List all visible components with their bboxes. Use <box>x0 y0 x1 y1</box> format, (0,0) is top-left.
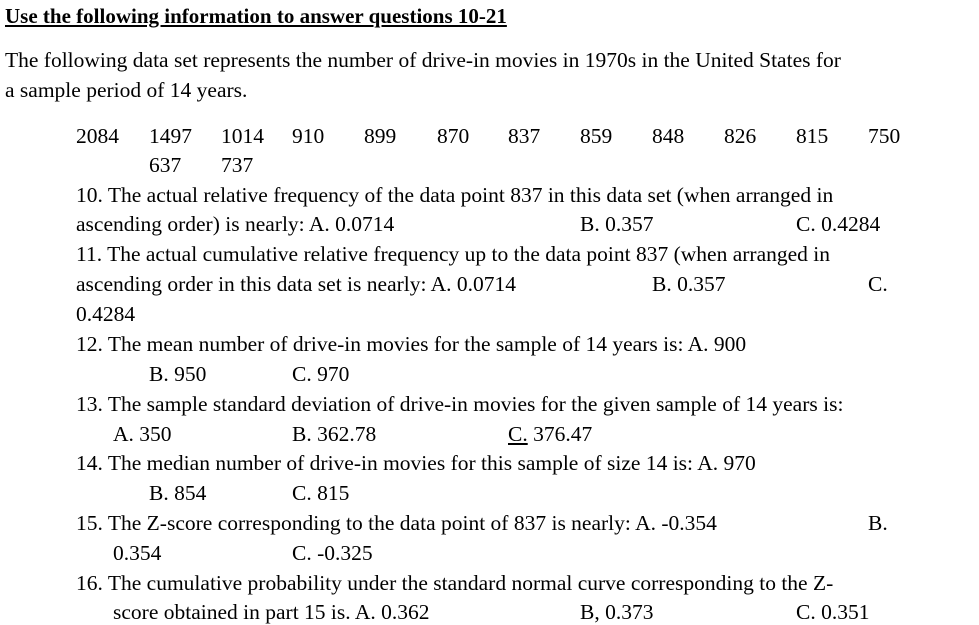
option-c <box>508 421 592 447</box>
data-value: 910 <box>292 124 325 148</box>
data-value: 870 <box>437 124 470 148</box>
option-a: ascending order) is nearly: A. 0.0714 <box>76 212 395 236</box>
option-c-letter: C. <box>508 422 528 446</box>
question-text: 16. The cumulative probability under the standard normal curve corresponding to the Z- <box>76 571 834 595</box>
option-b: B. 0.357 <box>652 272 726 296</box>
option-a: ascending order in this data set is nearly: A. 0.0714 <box>76 272 517 296</box>
option-c: C. 0.4284 <box>796 212 881 236</box>
option-b-label: B. <box>868 511 888 535</box>
data-value: 737 <box>221 153 254 177</box>
option-c: C. -0.325 <box>292 541 373 565</box>
option-a: A. 350 <box>113 422 172 446</box>
intro-line-2: a sample period of 14 years. <box>5 78 248 102</box>
option-c: C. 815 <box>292 481 350 505</box>
question-text: 11. The actual cumulative relative frequency up to the data point 837 (when arranged in <box>76 242 831 266</box>
data-value: 2084 <box>76 124 119 148</box>
option-b-value: 0.354 <box>113 541 162 565</box>
option-a: score obtained in part 15 is. A. 0.362 <box>113 600 430 624</box>
question-text: 13. The sample standard deviation of drive-in movies for the given sample of 14 years is: <box>76 392 844 416</box>
intro-line-1: The following data set represents the number of drive-in movies in 1970s in the United States for <box>5 48 841 72</box>
data-value: 815 <box>796 124 829 148</box>
option-c-label: C. <box>868 272 888 296</box>
question-text: 14. The median number of drive-in movies for this sample of size 14 is: A. 970 <box>76 451 756 475</box>
option-c-value: 376.47 <box>527 422 593 446</box>
option-b: B, 0.373 <box>580 600 654 624</box>
option-c: C. 0.351 <box>796 600 870 624</box>
data-value: 1497 <box>149 124 192 148</box>
section-heading: Use the following information to answer questions 10-21 <box>5 4 507 28</box>
option-b: B. 950 <box>149 362 207 386</box>
data-value: 899 <box>364 124 397 148</box>
data-value: 750 <box>868 124 901 148</box>
data-value: 837 <box>508 124 541 148</box>
question-text: 10. The actual relative frequency of the data point 837 in this data set (when arranged in <box>76 183 834 207</box>
data-value: 848 <box>652 124 685 148</box>
option-b: B. 0.357 <box>580 212 654 236</box>
data-value: 1014 <box>221 124 264 148</box>
option-c-value: 0.4284 <box>76 302 136 326</box>
option-b: B. 854 <box>149 481 207 505</box>
question-text: 12. The mean number of drive-in movies for the sample of 14 years is: A. 900 <box>76 332 747 356</box>
question-text: 15. The Z-score corresponding to the data point of 837 is nearly: A. -0.354 <box>76 511 717 535</box>
data-value: 637 <box>149 153 182 177</box>
data-value: 859 <box>580 124 613 148</box>
option-b: B. 362.78 <box>292 422 377 446</box>
option-c: C. 970 <box>292 362 350 386</box>
data-value: 826 <box>724 124 757 148</box>
